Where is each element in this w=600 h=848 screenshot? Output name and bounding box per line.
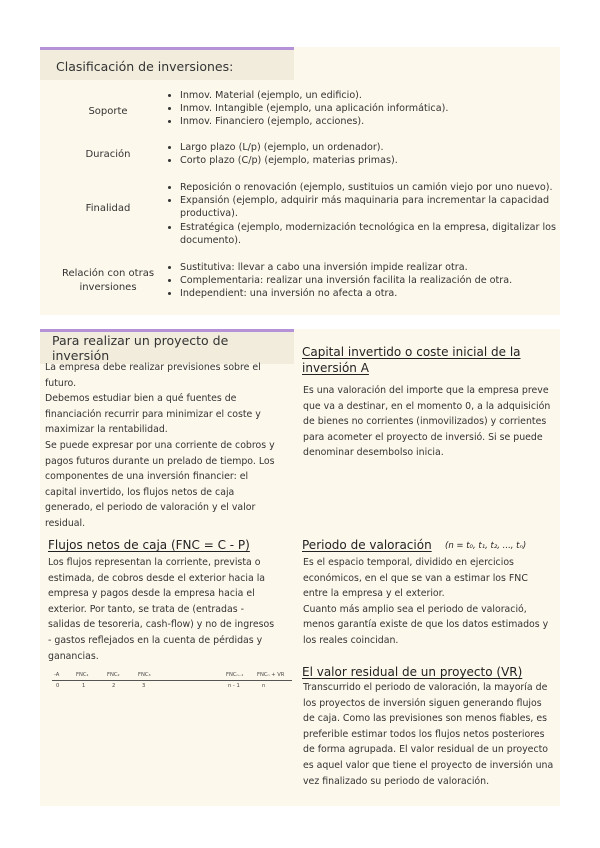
text-line: - gastos reflejados en la cuenta de pérdidas y xyxy=(48,634,263,646)
text-line: menos garantía existe de que los datos estimados y xyxy=(303,619,549,631)
text-line: los reales coincidan. xyxy=(303,634,399,646)
timeline-top-label: FNC₂ xyxy=(107,672,120,678)
cashflow-timeline xyxy=(52,670,297,694)
text-line: es aquel valor que tiene el proyecto de inversión una xyxy=(303,759,554,771)
timeline-top-label: FNCₙ + VR xyxy=(257,672,285,678)
timeline-top-label: FNCₙ₋₁ xyxy=(226,672,244,678)
residual-text xyxy=(303,680,560,789)
text-line: ganancias. xyxy=(48,650,99,662)
text-line: de caja. Como las previsiones son menos fiables, es xyxy=(303,713,548,725)
text-line: los proyectos de inversión siguen generando flujos xyxy=(303,697,542,709)
text-line: Es una valoración del importe que la empresa preve xyxy=(303,385,549,396)
text-line: exterior. Por tanto, se trata de (entradas - xyxy=(48,603,244,615)
text-line: que va a destinar, en el momento 0, a la adquisición xyxy=(303,400,551,412)
text-line: económicos, en el que se van a estimar los FNC xyxy=(303,572,528,584)
text-line: entre la empresa y el exterior. xyxy=(303,588,445,600)
capital-text xyxy=(303,383,558,461)
list-item: • Largo plazo (L/p) (ejemplo, un ordenador). xyxy=(180,141,560,154)
proyecto-text xyxy=(45,360,300,532)
list-item: • Inmov. Intangible (ejemplo, una aplicación informática). xyxy=(180,102,560,115)
text-line: vez finalizado su periodo de valoración. xyxy=(303,775,490,787)
periodo-text xyxy=(303,555,560,649)
text-line: para acometer el proyecto de inversió. Si se puede xyxy=(303,431,543,443)
row-label-finalidad: Finalidad xyxy=(85,203,131,214)
text-line: maximizar la rentabilidad. xyxy=(45,424,168,436)
timeline-top-label: FNC₁ xyxy=(76,672,89,678)
text-line: de bienes no corrientes (inmovilizados) y corrientes xyxy=(303,416,547,428)
proyecto-header xyxy=(40,329,294,364)
text-line: componentes de una inversión financier: el xyxy=(45,471,249,483)
text-line: Se puede expresar por una corriente de cobros y xyxy=(45,439,275,451)
list-item: • Reposición o renovación (ejemplo, sustituios un camión viejo por uno nuevo). xyxy=(180,181,560,194)
text-line: Es el espacio temporal, dividido en ejercicios xyxy=(303,557,514,568)
list-finalidad xyxy=(168,181,560,247)
text-line: denominar desembolso inicia. xyxy=(303,447,444,459)
list-item: • Corto plazo (C/p) (ejemplo, materias primas). xyxy=(180,154,560,167)
text-line: Cuanto más amplio sea el periodo de valoració, xyxy=(303,603,527,615)
text-line: financiación recurrir para minimizar el coste y xyxy=(45,408,261,420)
text-line: salidas de tesoreria, cash-flow) y no de ingresos xyxy=(48,619,275,631)
residual-title: El valor residual de un proyecto (VR) xyxy=(302,665,523,679)
text-line: empresa y pagos desde la empresa hacia el xyxy=(48,588,255,600)
proyecto-title: Para realizar un proyecto de inversión xyxy=(52,333,229,363)
row-label-duracion: Duración xyxy=(85,149,131,160)
classification-title: Clasificación de inversiones: xyxy=(56,59,234,74)
timeline-bottom-label: 3 xyxy=(142,683,146,689)
list-item: • Independient: una inversión no afecta a otra. xyxy=(180,287,560,300)
text-line: Los flujos representan la corriente, prevista o xyxy=(48,557,261,568)
list-duracion xyxy=(168,141,560,167)
capital-title: Capital invertido o coste inicial de la inversión A xyxy=(302,345,521,375)
text-line: La empresa debe realizar previsiones sobre el xyxy=(45,362,261,373)
timeline-top-label: -A xyxy=(54,672,60,678)
list-item: • Expansión (ejemplo, adquirir más maquinaria para incrementar la capacidad productiva). xyxy=(180,194,560,220)
text-line: preferible estimar todos los flujos netos posteriores xyxy=(303,728,545,740)
text-line: pagos futuros durante un prelado de tiempo. Los xyxy=(45,455,275,467)
row-label-relacion: Relación con otras inversiones xyxy=(61,268,155,293)
flujos-text xyxy=(48,555,298,664)
timeline-bottom-label: n - 1 xyxy=(228,683,240,689)
flujos-title: Flujos netos de caja (FNC = C - P) xyxy=(48,538,250,552)
list-soporte xyxy=(168,89,560,129)
text-line: residual. xyxy=(45,517,86,529)
list-item: • Sustitutiva: llevar a cabo una inversión impide realizar otra. xyxy=(180,261,560,274)
list-item: • Inmov. Financiero (ejemplo, acciones). xyxy=(180,115,560,128)
timeline-bottom-label: 0 xyxy=(56,683,60,689)
timeline-bottom-label: 1 xyxy=(82,683,86,689)
timeline-bottom-label: 2 xyxy=(112,683,116,689)
periodo-title: Periodo de valoración xyxy=(302,538,432,552)
list-relacion xyxy=(168,261,560,301)
timeline-bottom-label: n xyxy=(262,683,266,689)
text-line: generado, el periodo de valoración y el valor xyxy=(45,502,256,514)
text-line: estimada, de cobros desde el exterior hacia la xyxy=(48,572,266,584)
periodo-formula: (n = t₀, t₁, t₂, ..., tₙ) xyxy=(445,541,527,551)
text-line: futuro. xyxy=(45,377,77,389)
classification-header xyxy=(40,47,294,80)
timeline-axis xyxy=(52,680,292,681)
list-item: • Inmov. Material (ejemplo, un edificio). xyxy=(180,89,560,102)
text-line: capital invertido, los flujos netos de caja xyxy=(45,486,235,498)
list-item: • Complementaria: realizar una inversión facilita la realización de otra. xyxy=(180,274,560,287)
text-line: de forma agrupada. El valor residual de un proyecto xyxy=(303,744,549,756)
list-item: • Estratégica (ejemplo, modernización tecnológica en la empresa, digitalizar los documento). xyxy=(180,221,560,247)
timeline-top-label: FNC₃ xyxy=(138,672,151,678)
text-line: Debemos estudiar bien a qué fuentes de xyxy=(45,393,237,405)
row-label-soporte: Soporte xyxy=(88,106,128,117)
text-line: Transcurrido el periodo de valoración, la mayoría de xyxy=(303,682,548,693)
